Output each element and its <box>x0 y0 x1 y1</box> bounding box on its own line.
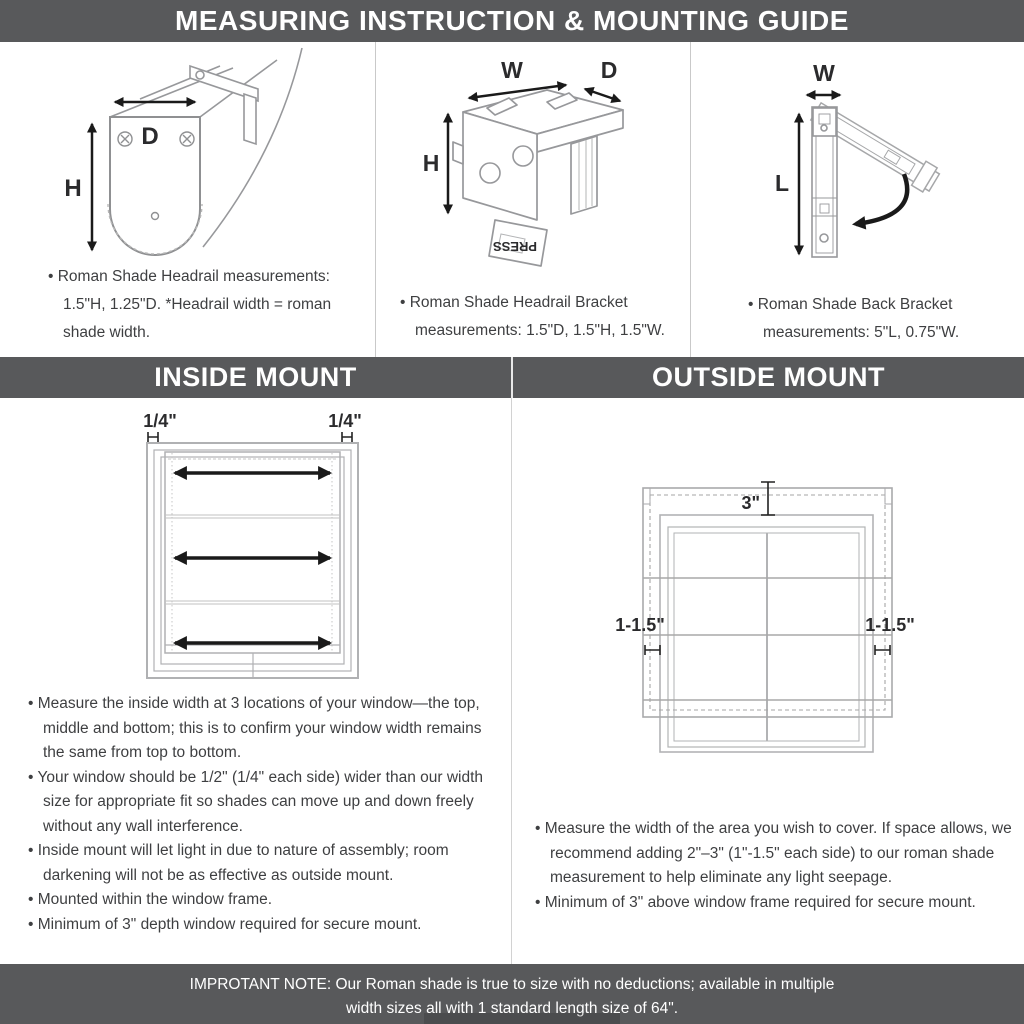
width-measure-arrows <box>175 473 330 643</box>
outside-mount-diagram <box>600 473 930 775</box>
headrail-depth-label: D <box>141 123 159 150</box>
instruction-item: • Measure the width of the area you wish to cover. If space allows, we recommend adding 2"–3" (1"-1.5" each side) to our roman shade measurement to help eliminate any light seepage. <box>535 817 1013 891</box>
back-bracket-length-arrow <box>775 114 799 254</box>
back-bracket-diagram <box>740 48 1024 276</box>
inside-mount-title: INSIDE MOUNT <box>154 362 357 392</box>
instruction-item: • Mounted within the window frame. <box>28 888 495 913</box>
headrail-height-label: H <box>64 175 82 202</box>
inside-mount-header <box>0 357 511 398</box>
instruction-item: • Your window should be 1/2" (1/4" each side) wider than our width size for appropriate fit so shades can move up and down freely without any wall interference. <box>28 766 495 840</box>
instruction-item: • Inside mount will let light in due to nature of assembly; room darkening will not be as effective as outside mount. <box>28 839 495 888</box>
bracket-width-label: W <box>501 57 523 83</box>
outside-mount-instructions <box>535 817 1013 915</box>
outside-mount-title: OUTSIDE MOUNT <box>652 362 885 392</box>
back-bracket-width-label: W <box>813 60 835 86</box>
inside-mount-instructions <box>28 692 495 937</box>
top-gap-measure-mark <box>761 482 775 515</box>
headrail-bracket-note-text: • Roman Shade Headrail Bracket measurements: 1.5"D, 1.5"H, 1.5"W. <box>400 289 692 345</box>
top-gap-label: 3" <box>741 493 760 513</box>
back-bracket-note <box>748 291 1014 347</box>
side-gap-label-right: 1-1.5" <box>865 615 915 635</box>
headrail-note-text: • Roman Shade Headrail measurements: 1.5"H, 1.25"D. *Headrail width = roman shade width. <box>48 263 344 347</box>
headrail-diagram <box>40 44 370 266</box>
bracket-height-label: H <box>422 150 440 176</box>
gap-label-left: 1/4" <box>143 411 177 431</box>
side-gap-label-left: 1-1.5" <box>615 615 665 635</box>
headrail-height-arrow <box>64 124 92 250</box>
instruction-item: • Measure the inside width at 3 locations of your window—the top, middle and bottom; this is to confirm your window width remains the same from top to bottom. <box>28 692 495 766</box>
back-bracket-width-arrow <box>807 60 840 95</box>
bracket-depth-label: D <box>600 57 618 83</box>
gap-label-right: 1/4" <box>328 411 362 431</box>
back-bracket-note-text: • Roman Shade Back Bracket measurements: 5"L, 0.75"W. <box>748 291 1014 347</box>
page-title: MEASURING INSTRUCTION & MOUNTING GUIDE <box>175 5 849 36</box>
bracket-press-label: PRESS <box>492 239 538 254</box>
main-column-divider <box>511 398 512 964</box>
watermark-strip <box>424 1013 620 1024</box>
top-divider-left <box>375 42 376 357</box>
bracket-height-arrow <box>423 114 448 213</box>
roman-shade <box>165 452 340 653</box>
gap-measure-marks <box>148 432 352 442</box>
headrail-bracket-diagram <box>395 48 675 276</box>
instruction-item: • Minimum of 3" depth window required for secure mount. <box>28 913 495 938</box>
bracket-depth-arrow <box>585 57 620 101</box>
inside-mount-diagram <box>120 405 390 690</box>
headrail-note <box>48 263 344 347</box>
mount-bar-divider <box>511 357 513 398</box>
page-title-bar <box>0 0 1024 42</box>
back-bracket-length-label: L <box>774 170 790 196</box>
headrail-bracket-note <box>400 289 692 345</box>
fold-direction-arrow <box>856 174 907 224</box>
instruction-item: • Minimum of 3" above window frame required for secure mount. <box>535 891 1013 916</box>
footer-note-line1: IMPROTANT NOTE: Our Roman shade is true to size with no deductions; available in multiple <box>189 976 835 993</box>
outside-mount-header <box>513 357 1024 398</box>
footer-note-line2: width sizes all with 1 standard length size of 64". <box>345 1000 679 1017</box>
